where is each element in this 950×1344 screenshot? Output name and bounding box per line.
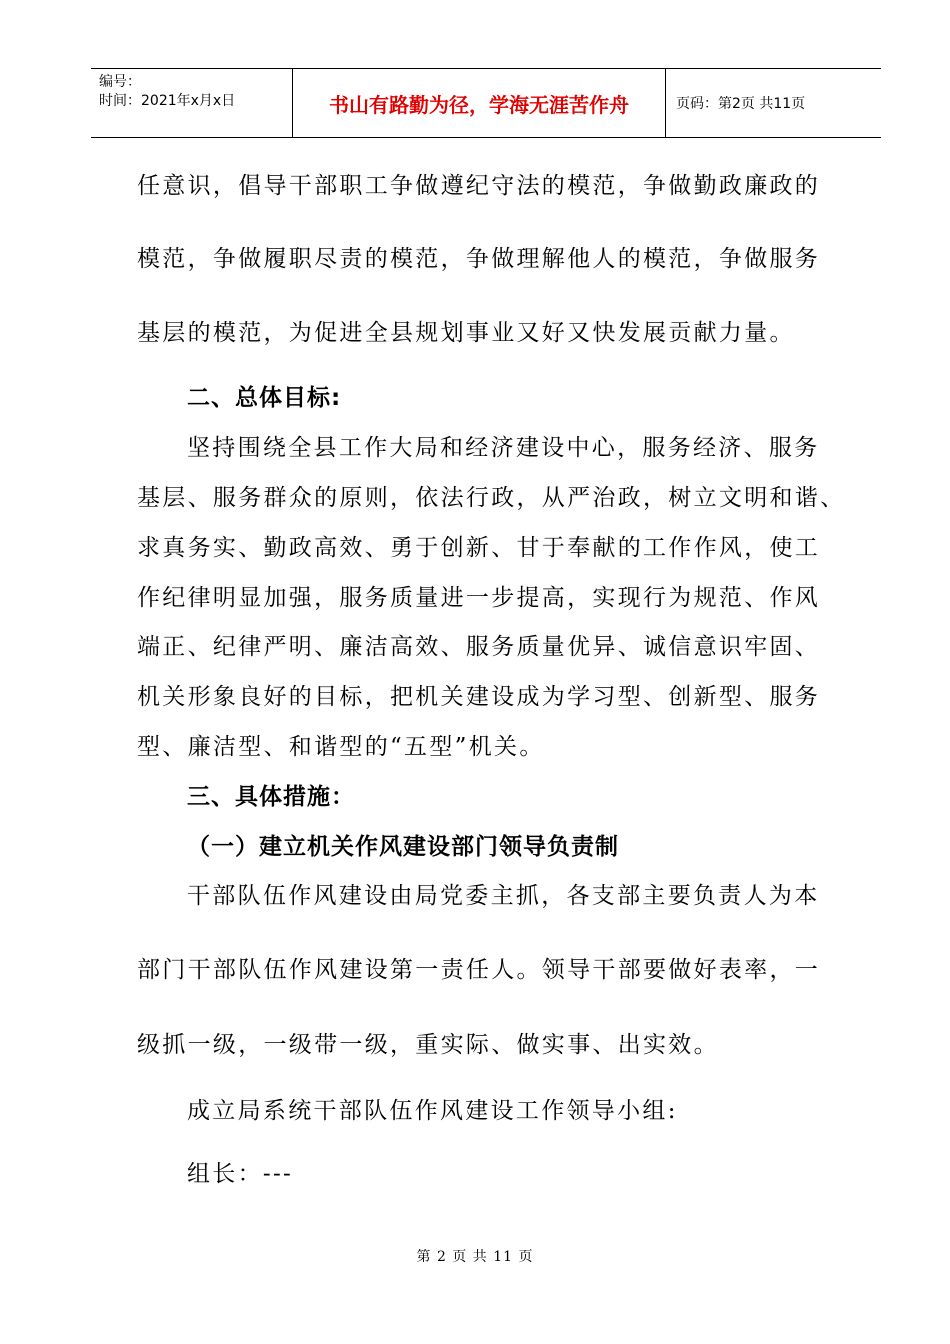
body-line: 型、廉洁型、和谐型的“五型”机关。 [137,734,545,760]
body-line: 模范，争做履职尽责的模范，争做理解他人的模范，争做服务 [137,246,821,272]
body-line: 任意识，倡导干部职工争做遵纪守法的模范，争做勤政廉政的 [137,173,821,199]
page-footer: 第 2 页 共 11 页 [416,1249,534,1265]
body-line: 成立局系统干部队伍作风建设工作领导小组: [187,1098,678,1124]
header-meta [91,69,293,137]
body-line: 基层、服务群众的原则，依法行政，从严治政，树立文明和谐、 [137,485,846,511]
body-line: 求真务实、勤政高效、勇于创新、甘于奉献的工作作风，使工 [137,535,821,561]
body-line: 干部队伍作风建设由局党委主抓，各支部主要负责人为本 [187,883,820,909]
body-line: 基层的模范，为促进全县规划事业又好又快发展贡献力量。 [137,320,795,346]
page-header [91,68,881,138]
subsection-heading: （一）建立机关作风建设部门领导负责制 [187,834,619,860]
time-label: 时间：2021年x月x日 [99,93,236,109]
section-heading: 三、具体措施： [187,784,355,810]
section-heading: 二、总体目标: [187,385,342,411]
body-line: 坚持围绕全县工作大局和经济建设中心，服务经济、服务 [187,435,820,461]
body-line: 组长：--- [187,1161,294,1187]
body-line: 端正、纪律严明、廉洁高效、服务质量优异、诚信意识牢固、 [137,634,821,660]
body-line: 作纪律明显加强，服务质量进一步提高，实现行为规范、作风 [137,585,821,611]
body-line: 机关形象良好的目标，把机关建设成为学习型、创新型、服务 [137,684,821,710]
number-label: 编号： [99,74,141,90]
body-line: 部门干部队伍作风建设第一责任人。领导干部要做好表率，一 [137,957,821,983]
header-page-label: 页码：第2页 共11页 [676,96,806,112]
body-line: 级抓一级，一级带一级，重实际、做实事、出实效。 [137,1032,719,1058]
header-motto: 书山有路勤为径，学海无涯苦作舟 [293,69,666,137]
